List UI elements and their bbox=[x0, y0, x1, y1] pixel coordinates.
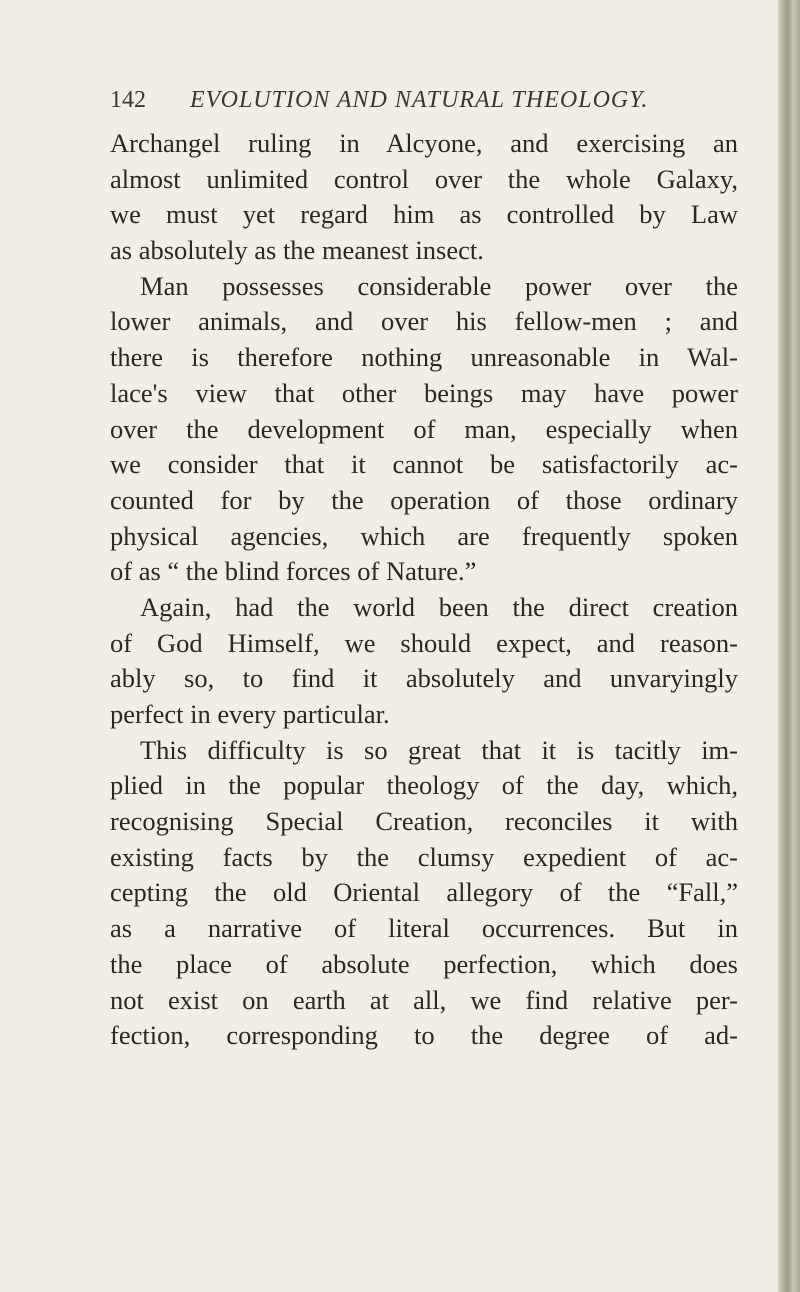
text-line: lace's view that other beings may have power bbox=[110, 377, 738, 408]
text-line: not exist on earth at all, we find relative per- bbox=[110, 984, 738, 1015]
text-line: we must yet regard him as controlled by Law bbox=[110, 199, 738, 230]
text-line: we consider that it cannot be satisfactorily ac- bbox=[110, 449, 738, 480]
running-head bbox=[110, 82, 730, 118]
text-line: perfect in every particular. bbox=[110, 699, 390, 729]
text-line: ably so, to find it absolutely and unvaryingly bbox=[110, 663, 738, 694]
text-line: over the development of man, especially when bbox=[110, 413, 738, 444]
body-text bbox=[110, 126, 738, 1054]
text-line: lower animals, and over his fellow-men ; and bbox=[110, 306, 738, 337]
text-line: Man possesses considerable power over the bbox=[140, 270, 738, 301]
text-line: as a narrative of literal occurrences. But in bbox=[110, 913, 738, 944]
text-line: Archangel ruling in Alcyone, and exercising an bbox=[110, 128, 738, 158]
text-line: almost unlimited control over the whole Galaxy, bbox=[110, 163, 738, 194]
running-title: EVOLUTION AND NATURAL THEOLOGY. bbox=[190, 87, 649, 113]
text-line: plied in the popular theology of the day, which, bbox=[110, 770, 738, 801]
text-line: This difficulty is so great that it is tacitly im- bbox=[140, 734, 738, 765]
text-line: fection, corresponding to the degree of ad- bbox=[110, 1020, 738, 1051]
page-number: 142 bbox=[110, 87, 146, 113]
text-line: of God Himself, we should expect, and reason- bbox=[110, 627, 738, 658]
text-line: counted for by the operation of those ordinary bbox=[110, 484, 738, 515]
text-line: as absolutely as the meanest insect. bbox=[110, 235, 484, 266]
text-line: the place of absolute perfection, which does bbox=[110, 948, 738, 979]
text-line: existing facts by the clumsy expedient of ac- bbox=[110, 841, 738, 872]
binding-edge bbox=[778, 0, 800, 1292]
text-line: physical agencies, which are frequently spoken bbox=[110, 520, 738, 551]
text-line: of as “ the blind forces of Nature.” bbox=[110, 556, 477, 587]
text-line: Again, had the world been the direct creation bbox=[140, 591, 738, 622]
text-line: recognising Special Creation, reconciles it with bbox=[110, 806, 738, 837]
text-line: there is therefore nothing unreasonable in Wal- bbox=[110, 342, 738, 373]
text-line: cepting the old Oriental allegory of the “Fall,” bbox=[110, 877, 738, 908]
